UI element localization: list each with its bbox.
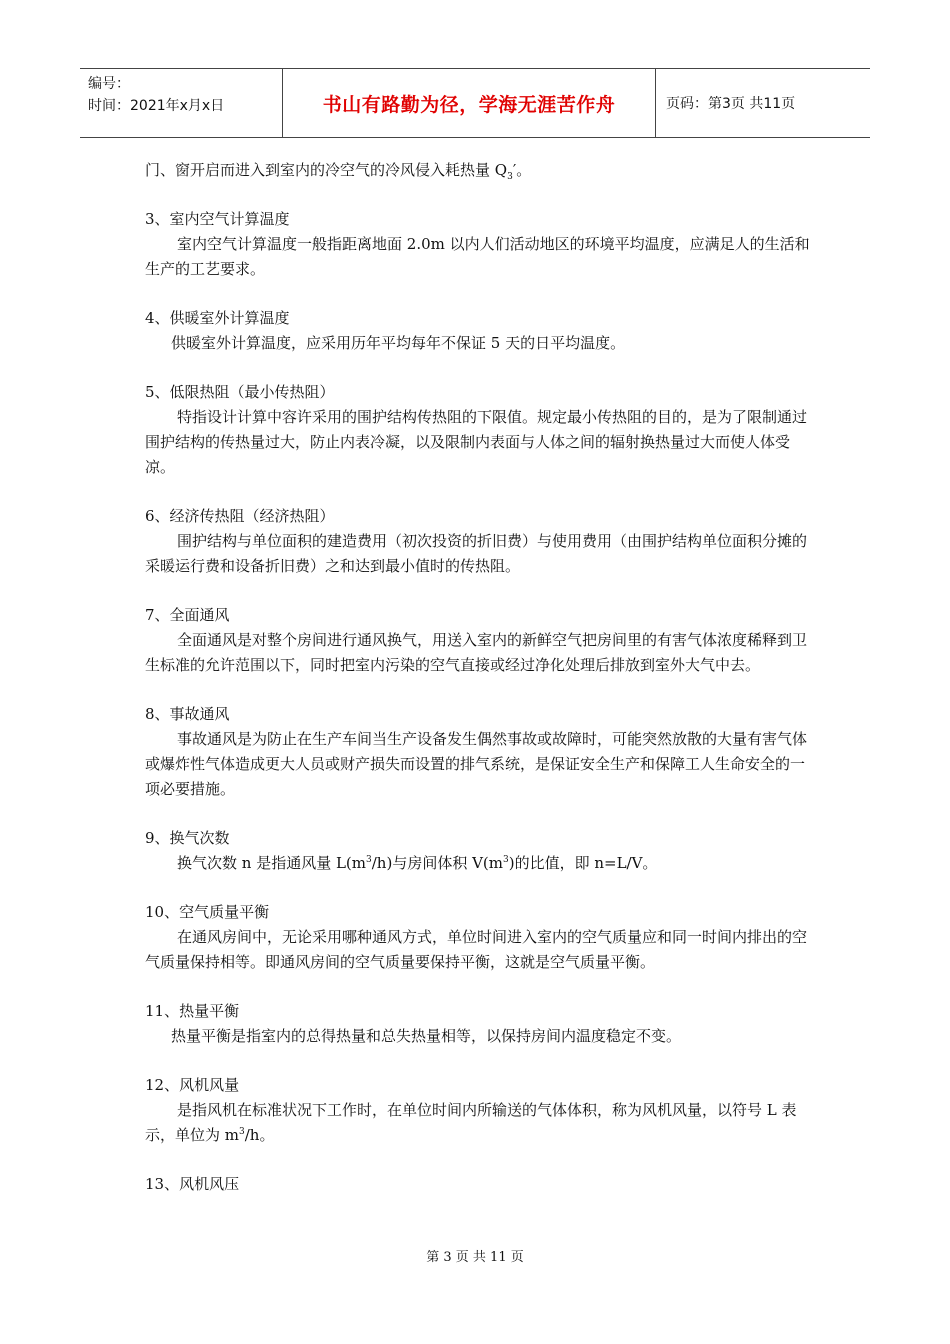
section-13-title: 13、风机风压 xyxy=(145,1175,240,1193)
section-12-title: 12、风机风量 xyxy=(145,1076,240,1094)
section-8-body: 事故通风是为防止在生产车间当生产设备发生偶然事故或故障时，可能突然放散的大量有害气体或爆炸性气体造成更大人员或财产损失而设置的排气系统，是保证安全生产和保障工人生命安全的一项必要措施。 xyxy=(145,730,808,798)
section-3-title: 3、室内空气计算温度 xyxy=(145,210,290,228)
document-number-label: 编号： xyxy=(88,76,130,92)
section-7-body: 全面通风是对整个房间进行通风换气，用送入室内的新鲜空气把房间里的有害气体浓度稀释到卫生标准的允许范围以下，同时把室内污染的空气直接或经过净化处理后排放到室外大气中去。 xyxy=(145,631,808,674)
section-3-body: 室内空气计算温度一般指距离地面 2.0m 以内人们活动地区的环境平均温度，应满足人的生活和生产的工艺要求。 xyxy=(145,235,810,278)
section-5-title: 5、低限热阻（最小传热阻） xyxy=(145,383,335,401)
section-12-body: 是指风机在标准状况下工作时，在单位时间内所输送的气体体积，称为风机风量，以符号 L 表示，单位为 $m^3/h$。 xyxy=(145,1101,797,1144)
section-4-title: 4、供暖室外计算温度 xyxy=(145,309,290,327)
section-8-title: 8、事故通风 xyxy=(145,705,230,723)
section-11-title: 11、热量平衡 xyxy=(145,1002,240,1020)
page-footer: 第 3 页 共 11 页 xyxy=(426,1250,524,1265)
document-body xyxy=(145,158,810,1197)
section-10-title: 10、空气质量平衡 xyxy=(145,903,270,921)
section-9-body: 换气次数 n 是指通风量 $L(m^3/h)$与房间体积 $V(m^3)$的比值，即 n=L/V。 xyxy=(177,854,658,872)
document-date: 时间：2021年x月x日 xyxy=(88,98,225,114)
section-11-body: 热量平衡是指室内的总得热量和总失热量相等，以保持房间内温度稳定不变。 xyxy=(171,1027,682,1045)
section-5-body: 特指设计计算中容许采用的围护结构传热阻的下限值。规定最小传热阻的目的，是为了限制通过围护结构的传热量过大，防止内表冷凝，以及限制内表面与人体之间的辐射换热量过大而使人体受凉。 xyxy=(145,408,808,476)
section-6-body: 围护结构与单位面积的建造费用（初次投资的折旧费）与使用费用（由围护结构单位面积分摊的采暖运行费和设备折旧费）之和达到最小值时的传热阻。 xyxy=(145,532,808,575)
section-4-body: 供暖室外计算温度，应采用历年平均每年不保证 5 天的日平均温度。 xyxy=(171,334,626,352)
header-meta xyxy=(80,69,282,137)
section-7-title: 7、全面通风 xyxy=(145,606,230,624)
intro-paragraph: 门、窗开启而进入到室内的冷空气的冷风侵入耗热量 $Q_3'$。 xyxy=(145,161,532,182)
section-9-title: 9、换气次数 xyxy=(145,829,230,847)
header-page-info: 页码：第3页 共11页 xyxy=(666,96,796,112)
section-6-title: 6、经济传热阻（经济热阻） xyxy=(145,507,335,525)
page-header xyxy=(80,68,870,138)
section-10-body: 在通风房间中，无论采用哪种通风方式，单位时间进入室内的空气质量应和同一时间内排出的空气质量保持相等。即通风房间的空气质量要保持平衡，这就是空气质量平衡。 xyxy=(145,928,808,971)
header-motto: 书山有路勤为径，学海无涯苦作舟 xyxy=(282,69,656,137)
